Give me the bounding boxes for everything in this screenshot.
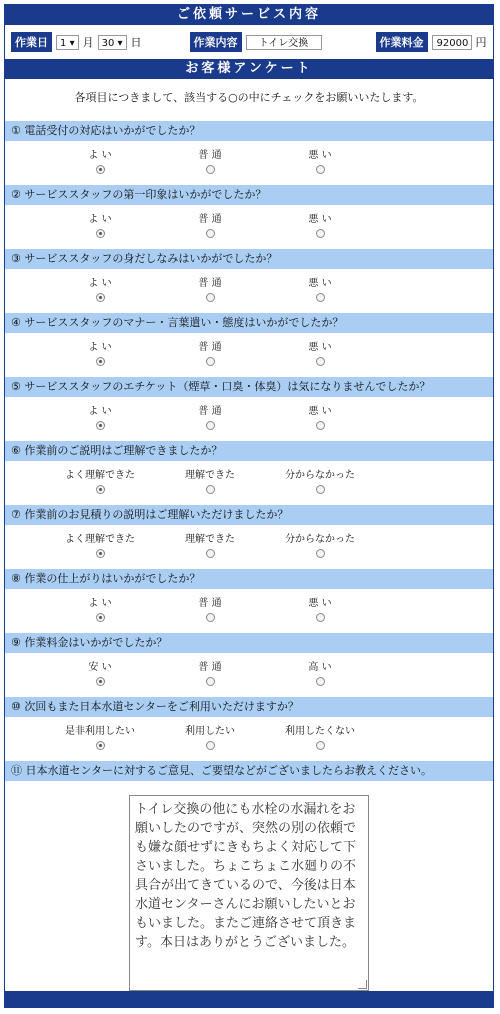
survey-intro: 各項目につきまして、該当する○の中にチェックをお願いいたします。 bbox=[74, 91, 424, 104]
radio-label: 高 い bbox=[308, 662, 332, 673]
month-unit: 月 bbox=[82, 36, 94, 49]
radio-unchecked-icon[interactable] bbox=[206, 485, 215, 494]
radio-checked-icon[interactable] bbox=[96, 421, 105, 430]
radio-unchecked-icon[interactable] bbox=[206, 741, 215, 750]
radio-option[interactable] bbox=[155, 653, 265, 689]
content-field[interactable]: トイレ交換 bbox=[246, 35, 322, 50]
option-row bbox=[5, 141, 493, 177]
radio-checked-icon[interactable] bbox=[96, 741, 105, 750]
radio-label: 普 通 bbox=[198, 342, 222, 353]
radio-label: よ い bbox=[88, 406, 112, 417]
option-row bbox=[5, 461, 493, 497]
radio-option[interactable] bbox=[265, 461, 375, 497]
radio-checked-icon[interactable] bbox=[96, 677, 105, 686]
day-select[interactable]: 30 ▾ bbox=[98, 35, 127, 50]
option-row bbox=[5, 653, 493, 689]
radio-unchecked-icon[interactable] bbox=[206, 357, 215, 366]
radio-unchecked-icon[interactable] bbox=[206, 613, 215, 622]
question-11-heading: ⑪ 日本水道センターに対するご意見、ご要望などがございましたらお教えください。 bbox=[5, 761, 493, 781]
radio-unchecked-icon[interactable] bbox=[316, 421, 325, 430]
radio-option[interactable] bbox=[155, 717, 265, 753]
radio-option[interactable] bbox=[265, 717, 375, 753]
option-row bbox=[5, 269, 493, 305]
radio-checked-icon[interactable] bbox=[96, 293, 105, 302]
option-row bbox=[5, 525, 493, 561]
radio-option[interactable] bbox=[265, 525, 375, 561]
radio-option[interactable] bbox=[45, 589, 155, 625]
radio-option[interactable] bbox=[45, 333, 155, 369]
radio-label: 分からなかった bbox=[285, 470, 355, 481]
comment-textarea[interactable]: トイレ交換の他にも水栓の水漏れをお願いしたのですが、突然の別の依頼でも嫌な顔せずにきもちよく対応して下さいました。ちょこちょこ水廻りの不具合が出てきているので、今後は日本水道センターさんにお願いしたいとおもいました。またご連絡させて頂きます。本日はありがとうございました。 bbox=[129, 795, 369, 991]
radio-option[interactable] bbox=[45, 717, 155, 753]
radio-option[interactable] bbox=[45, 269, 155, 305]
chevron-down-icon: ▾ bbox=[69, 37, 75, 49]
service-row bbox=[5, 25, 493, 59]
radio-label: よ い bbox=[88, 214, 112, 225]
radio-option[interactable] bbox=[155, 589, 265, 625]
radio-checked-icon[interactable] bbox=[96, 549, 105, 558]
radio-option[interactable] bbox=[45, 461, 155, 497]
question-list bbox=[5, 121, 493, 753]
footer-bar bbox=[5, 991, 493, 1007]
radio-unchecked-icon[interactable] bbox=[316, 485, 325, 494]
radio-label: 普 通 bbox=[198, 662, 222, 673]
radio-option[interactable] bbox=[155, 461, 265, 497]
option-row bbox=[5, 589, 493, 625]
radio-option[interactable] bbox=[265, 397, 375, 433]
survey-header: お客様アンケート bbox=[5, 59, 493, 79]
radio-option[interactable] bbox=[155, 205, 265, 241]
month-select[interactable]: 1 ▾ bbox=[56, 35, 79, 50]
radio-label: 利用したい bbox=[185, 726, 235, 737]
radio-label: 悪 い bbox=[308, 278, 332, 289]
radio-label: 普 通 bbox=[198, 278, 222, 289]
radio-label: よく理解できた bbox=[65, 534, 135, 545]
radio-label: 理解できた bbox=[185, 470, 235, 481]
service-header: ご依頼サービス内容 bbox=[5, 5, 493, 25]
radio-unchecked-icon[interactable] bbox=[316, 165, 325, 174]
radio-option[interactable] bbox=[45, 141, 155, 177]
radio-label: 普 通 bbox=[198, 598, 222, 609]
option-row bbox=[5, 397, 493, 433]
radio-unchecked-icon[interactable] bbox=[206, 421, 215, 430]
radio-unchecked-icon[interactable] bbox=[316, 613, 325, 622]
question-heading: ⑦ 作業前のお見積りの説明はご理解いただけましたか？ bbox=[5, 505, 493, 525]
radio-unchecked-icon[interactable] bbox=[316, 229, 325, 238]
question-heading: ③ サービススタッフの身だしなみはいかがでしたか？ bbox=[5, 249, 493, 269]
radio-checked-icon[interactable] bbox=[96, 485, 105, 494]
radio-option[interactable] bbox=[45, 525, 155, 561]
question-heading: ⑤ サービススタッフのエチケット（煙草・口臭・体臭）は気になりませんでしたか？ bbox=[5, 377, 493, 397]
day-unit: 日 bbox=[130, 36, 142, 49]
radio-label: よ い bbox=[88, 598, 112, 609]
radio-unchecked-icon[interactable] bbox=[206, 677, 215, 686]
radio-label: 悪 い bbox=[308, 342, 332, 353]
radio-option[interactable] bbox=[265, 333, 375, 369]
fee-unit: 円 bbox=[475, 36, 487, 49]
radio-unchecked-icon[interactable] bbox=[206, 165, 215, 174]
radio-option[interactable] bbox=[155, 525, 265, 561]
radio-checked-icon[interactable] bbox=[96, 357, 105, 366]
radio-label: よく理解できた bbox=[65, 470, 135, 481]
fee-label: 作業料金 bbox=[376, 32, 428, 52]
radio-option[interactable] bbox=[265, 589, 375, 625]
radio-checked-icon[interactable] bbox=[96, 613, 105, 622]
radio-option[interactable] bbox=[45, 205, 155, 241]
radio-option[interactable] bbox=[155, 397, 265, 433]
radio-checked-icon[interactable] bbox=[96, 229, 105, 238]
radio-option[interactable] bbox=[265, 653, 375, 689]
radio-label: 悪 い bbox=[308, 406, 332, 417]
radio-unchecked-icon[interactable] bbox=[316, 293, 325, 302]
radio-option[interactable] bbox=[45, 653, 155, 689]
radio-checked-icon[interactable] bbox=[96, 165, 105, 174]
radio-label: 分からなかった bbox=[285, 534, 355, 545]
radio-option[interactable] bbox=[155, 269, 265, 305]
option-row bbox=[5, 333, 493, 369]
radio-option[interactable] bbox=[155, 333, 265, 369]
radio-label: 普 通 bbox=[198, 214, 222, 225]
radio-unchecked-icon[interactable] bbox=[206, 229, 215, 238]
question-heading: ④ サービススタッフのマナー・言葉遣い・態度はいかがでしたか？ bbox=[5, 313, 493, 333]
resize-handle-icon[interactable] bbox=[358, 980, 367, 989]
radio-option[interactable] bbox=[265, 269, 375, 305]
radio-label: 悪 い bbox=[308, 150, 332, 161]
radio-label: 普 通 bbox=[198, 150, 222, 161]
radio-option[interactable] bbox=[45, 397, 155, 433]
radio-unchecked-icon[interactable] bbox=[316, 677, 325, 686]
question-heading: ⑩ 次回もまた日本水道センターをご利用いただけますか？ bbox=[5, 697, 493, 717]
date-label: 作業日 bbox=[11, 32, 52, 52]
radio-unchecked-icon[interactable] bbox=[206, 549, 215, 558]
radio-label: よ い bbox=[88, 342, 112, 353]
radio-option[interactable] bbox=[265, 141, 375, 177]
radio-label: 是非利用したい bbox=[65, 726, 135, 737]
comment-area bbox=[5, 781, 493, 991]
radio-unchecked-icon[interactable] bbox=[316, 549, 325, 558]
radio-option[interactable] bbox=[155, 141, 265, 177]
radio-label: よ い bbox=[88, 150, 112, 161]
radio-option[interactable] bbox=[265, 205, 375, 241]
fee-field[interactable]: 92000 bbox=[432, 35, 472, 50]
radio-label: 普 通 bbox=[198, 406, 222, 417]
radio-label: 安 い bbox=[88, 662, 112, 673]
content-label: 作業内容 bbox=[190, 32, 242, 52]
question-heading: ⑥ 作業前のご説明はご理解できましたか？ bbox=[5, 441, 493, 461]
radio-label: よ い bbox=[88, 278, 112, 289]
chevron-down-icon: ▾ bbox=[117, 37, 123, 49]
radio-label: 理解できた bbox=[185, 534, 235, 545]
option-row bbox=[5, 205, 493, 241]
radio-unchecked-icon[interactable] bbox=[316, 741, 325, 750]
radio-unchecked-icon[interactable] bbox=[316, 357, 325, 366]
radio-unchecked-icon[interactable] bbox=[206, 293, 215, 302]
option-row bbox=[5, 717, 493, 753]
question-heading: ① 電話受付の対応はいかがでしたか？ bbox=[5, 121, 493, 141]
question-heading: ② サービススタッフの第一印象はいかがでしたか？ bbox=[5, 185, 493, 205]
question-heading: ⑧ 作業の仕上がりはいかがでしたか？ bbox=[5, 569, 493, 589]
radio-label: 悪 い bbox=[308, 214, 332, 225]
radio-label: 悪 い bbox=[308, 598, 332, 609]
radio-label: 利用したくない bbox=[285, 726, 355, 737]
question-heading: ⑨ 作業料金はいかがでしたか？ bbox=[5, 633, 493, 653]
survey-form bbox=[4, 4, 494, 1008]
